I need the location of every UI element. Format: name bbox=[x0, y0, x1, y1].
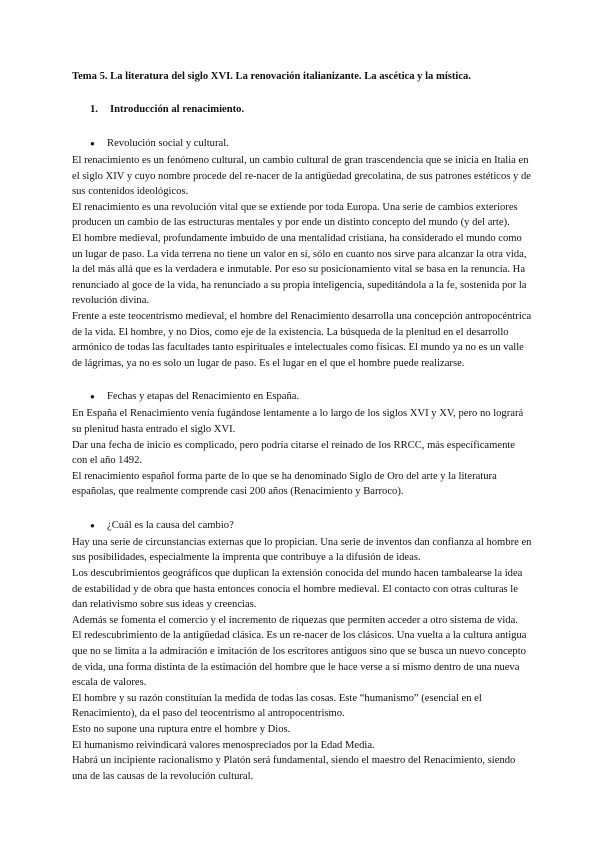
paragraph: El hombre y su razón constituían la medida de todas las cosas. Este “humanismo” (esencial en el Renacimiento), da el paso del teocentrismo al antropocentrismo. bbox=[72, 692, 482, 720]
bullet-icon: ● bbox=[90, 392, 95, 402]
paragraph: El renacimiento español forma parte de lo que se ha denominado Siglo de Oro del arte y la literatura españolas, que realmente comprende casi 200 años (Renacimiento y Barroco). bbox=[72, 470, 497, 498]
bullet-heading-text: ¿Cuál es la causa del cambio? bbox=[107, 519, 234, 531]
paragraph: Frente a este teocentrismo medieval, el hombre del Renacimiento desarrolla una concepción antropocéntrica de la vida. El hombre, y no Dios, como eje de la existencia. La búsqueda de la plenitud en el desarrollo armónico de todas las facultades tanto espirituales e intelectuales como físicas. El mundo ya no es un valle de lágrimas, ya no es solo un lugar de paso. Es el lugar en el que el hombre puede realizarse. bbox=[72, 310, 532, 369]
section-number: 1. bbox=[90, 104, 98, 115]
document-title: Tema 5. La literatura del siglo XVI. La renovación italianizante. La ascética y la mística. bbox=[72, 71, 471, 82]
paragraph: Además se fomenta el comercio y el incremento de riquezas que permiten acceder a otro sistema de vida. bbox=[72, 614, 518, 626]
paragraph: Hay una serie de circunstancias externas que lo propician. Una serie de inventos dan confianza al hombre en sus posibilidades, especialmente la imprenta que contribuye a la difusión de ideas. bbox=[72, 536, 532, 564]
bullet-heading-text: Fechas y etapas del Renacimiento en España. bbox=[107, 391, 300, 403]
paragraph: El renacimiento es una revolución vital que se extiende por toda Europa. Una serie de cambios exteriores producen un cambio de las estructuras mentales y por ende un distinto concepto del mundo (y del arte). bbox=[72, 201, 518, 229]
paragraph: Habrá un incipiente racionalismo y Platón será fundamental, siendo el maestro del Renacimiento, siendo una de las causas de la revolución cultural. bbox=[72, 755, 516, 782]
bullet-heading bbox=[90, 137, 532, 151]
content-block-causa bbox=[72, 519, 532, 785]
bullet-heading-text: Revolución social y cultural. bbox=[107, 138, 229, 149]
bullet-icon: ● bbox=[90, 139, 95, 148]
paragraph: En España el Renacimiento venía fugándose lentamente a lo largo de los siglos XVI y XV, pero no logrará su plenitud hasta entrado el siglo XVI. bbox=[72, 408, 524, 435]
bullet-heading bbox=[90, 390, 532, 404]
section-heading bbox=[90, 103, 532, 117]
paragraph: El redescubrimiento de la antigüedad clásica. Es un re-nacer de los clásicos. Una vuelta a la cultura antigua que no se limita a la admiración e imitación de los escritores antiguos sino que se busca un nuevo concepto de vida, una forma distinta de la estimación del hombre que le hace verse a sí mismo dentro de una nueva escala de valores. bbox=[72, 630, 527, 689]
paragraph: El hombre medieval, profundamente imbuido de una mentalidad cristiana, ha considerado el mundo como un lugar de paso. La vida terrena no tiene un valor en sí, sólo en cuanto nos sirve para alcanzar la otra vida, la del más allá que es la verdadera e inmutable. Por eso su posicionamiento vital se basa en la renuncia. Ha renunciado al goce de la vida, ha renunciado a su propia inteligencia, supeditándola a la fe, sostenida por la revolución divina. bbox=[72, 232, 527, 307]
bullet-icon: ● bbox=[90, 520, 95, 530]
paragraph: Dar una fecha de inicio es complicado, pero podría citarse el reinado de los RRCC, más específicamente con el año 1492. bbox=[72, 439, 516, 467]
content-block-fechas bbox=[72, 390, 532, 500]
section-title: Introducción al renacimiento. bbox=[110, 104, 245, 115]
paragraph: El humanismo reivindicará valores menospreciados por la Edad Media. bbox=[72, 739, 375, 751]
bullet-heading bbox=[90, 519, 532, 533]
content-block-revolucion bbox=[72, 137, 532, 371]
paragraph: El renacimiento es un fenómeno cultural, un cambio cultural de gran trascendencia que se inicia en Italia en el siglo XIV y cuyo nombre procede del re-nacer de la antigüedad grecolatina, de sus patrones estéticos y de sus contenidos ideológicos. bbox=[72, 155, 531, 198]
paragraph: Esto no supone una ruptura entre el hombre y Dios. bbox=[72, 724, 291, 735]
document-page bbox=[72, 70, 532, 803]
paragraph: Los descubrimientos geográficos que duplican la extensión conocida del mundo hacen tambalearse la idea de estabilidad y de obra que hasta entonces conocía el hombre medieval. El contacto con otras culturas le dan relativismo sobre sus ideas y creencias. bbox=[72, 568, 523, 611]
